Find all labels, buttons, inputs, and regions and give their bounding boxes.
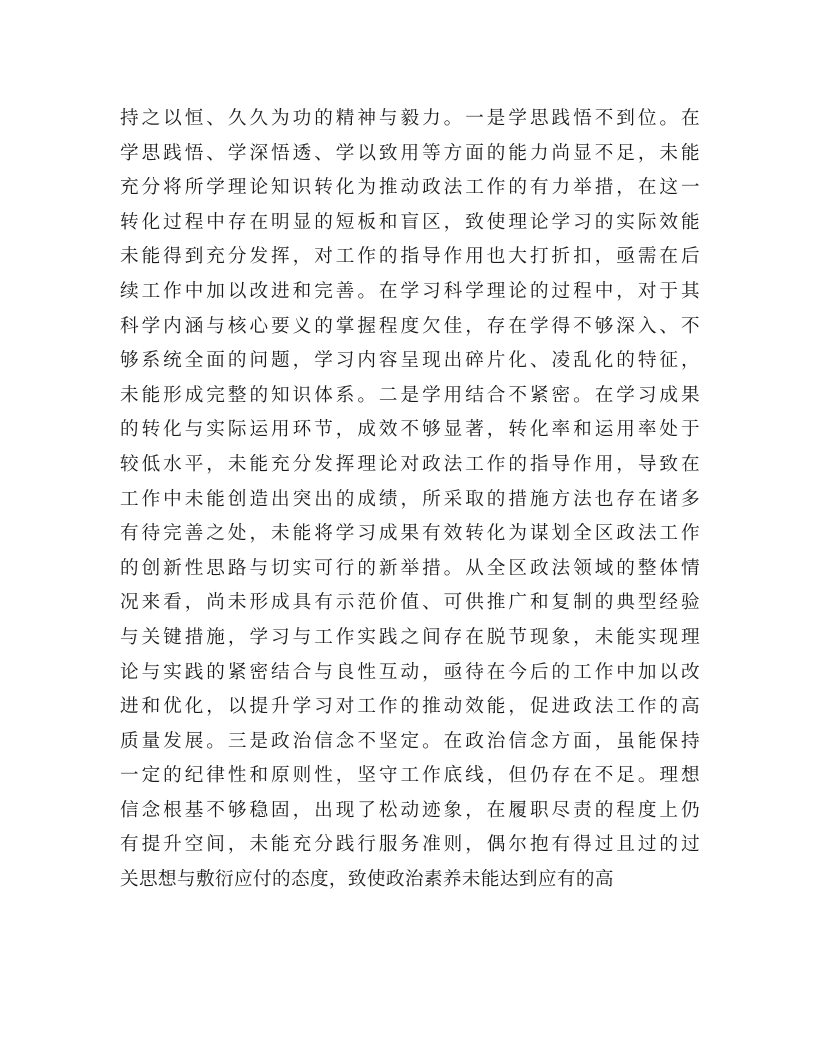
body-text bbox=[120, 102, 700, 898]
text-line: 的转化与实际运用环节，成效不够显著，转化率和运用率处于 bbox=[120, 419, 700, 441]
text-line: 够系统全面的问题，学习内容呈现出碎片化、凌乱化的特征， bbox=[120, 350, 700, 372]
text-line: 一定的纪律性和原则性，坚守工作底线，但仍存在不足。理想 bbox=[120, 765, 700, 787]
text-line: 未能形成完整的知识体系。二是学用结合不紧密。在学习成果 bbox=[120, 384, 700, 406]
text-line: 学思践悟、学深悟透、学以致用等方面的能力尚显不足，未能 bbox=[120, 142, 700, 164]
text-line: 充分将所学理论知识转化为推动政法工作的有力举措，在这一 bbox=[120, 177, 700, 199]
text-line: 与关键措施，学习与工作实践之间存在脱节现象，未能实现理 bbox=[120, 626, 700, 648]
text-line: 关思想与敷衍应付的态度，致使政治素养未能达到应有的高 bbox=[120, 869, 614, 891]
text-line: 的创新性思路与切实可行的新举措。从全区政法领域的整体情 bbox=[120, 557, 700, 579]
text-line: 质量发展。三是政治信念不坚定。在政治信念方面，虽能保持 bbox=[120, 730, 700, 752]
text-line: 工作中未能创造出突出的成绩，所采取的措施方法也存在诸多 bbox=[120, 488, 700, 510]
text-line: 未能得到充分发挥，对工作的指导作用也大打折扣，亟需在后 bbox=[120, 246, 700, 268]
text-line: 科学内涵与核心要义的掌握程度欠佳，存在学得不够深入、不 bbox=[120, 315, 700, 337]
text-line: 转化过程中存在明显的短板和盲区，致使理论学习的实际效能 bbox=[120, 211, 700, 233]
text-line: 进和优化，以提升学习对工作的推动效能，促进政法工作的高 bbox=[120, 696, 700, 718]
text-line: 信念根基不够稳固，出现了松动迹象，在履职尽责的程度上仍 bbox=[120, 799, 700, 821]
text-line: 持之以恒、久久为功的精神与毅力。一是学思践悟不到位。在 bbox=[120, 108, 700, 129]
text-line: 况来看，尚未形成具有示范价值、可供推广和复制的典型经验 bbox=[120, 592, 700, 614]
text-line: 论与实践的紧密结合与良性互动，亟待在今后的工作中加以改 bbox=[120, 661, 700, 683]
text-line: 较低水平，未能充分发挥理论对政法工作的指导作用，导致在 bbox=[120, 453, 700, 475]
text-line: 有提升空间，未能充分践行服务准则，偶尔抱有得过且过的过 bbox=[120, 834, 700, 856]
text-line: 有待完善之处，未能将学习成果有效转化为谋划全区政法工作 bbox=[120, 523, 700, 545]
text-line: 续工作中加以改进和完善。在学习科学理论的过程中，对于其 bbox=[120, 280, 700, 302]
